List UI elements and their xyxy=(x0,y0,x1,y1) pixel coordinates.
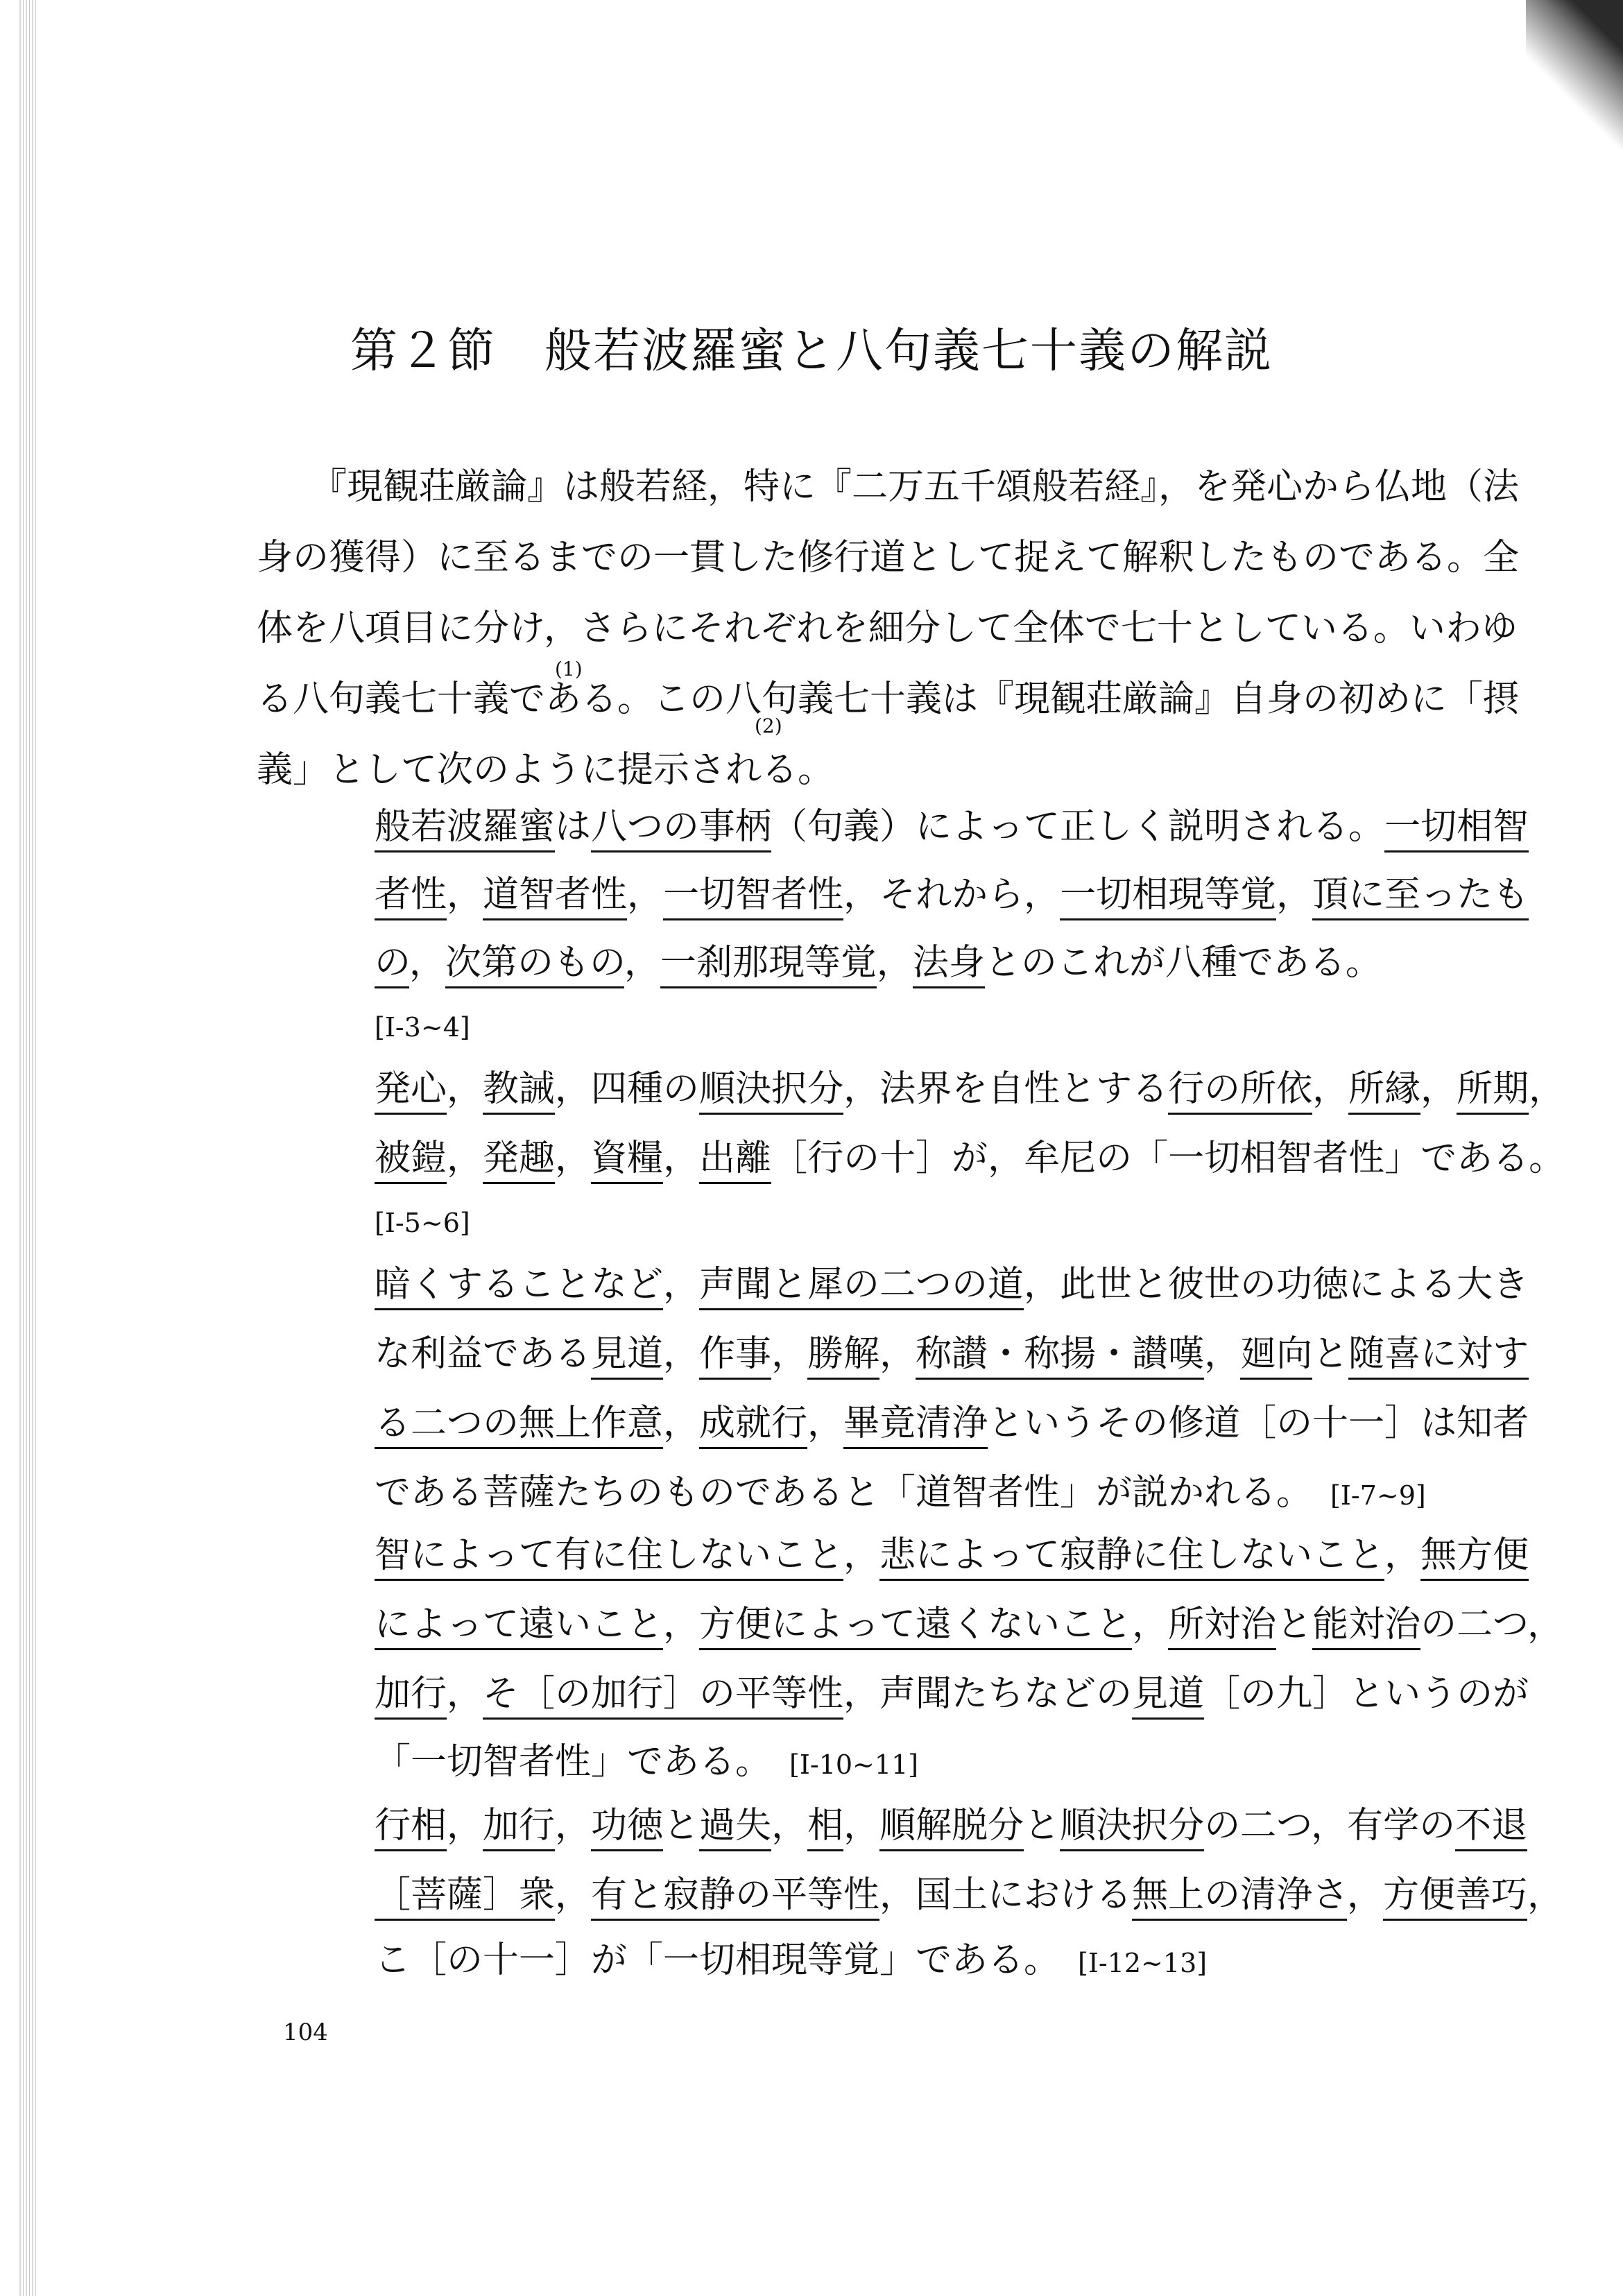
verse5-line-2: ［菩薩］衆，有と寂静の平等性，国土における無上の清浄さ，方便善巧， xyxy=(375,1877,1563,1913)
term: 次第のもの xyxy=(445,942,624,988)
term: 加行 xyxy=(375,1673,447,1720)
term: ［菩薩］衆 xyxy=(375,1874,555,1921)
verse1-reference: [I-3~4] xyxy=(375,1012,470,1043)
verse4-reference: [I-10~11] xyxy=(789,1749,919,1780)
term: 加行 xyxy=(483,1805,555,1851)
verse2-line-2: 被鎧，発趣，資糧，出離［行の十］が，牟尼の「一切相智者性」である。 xyxy=(375,1140,1565,1176)
verse1-line-2: 者性，道智者性，一切智者性，それから，一切相現等覚，頂に至ったも xyxy=(375,877,1529,913)
term: 所期 xyxy=(1457,1068,1529,1115)
term: 所対治 xyxy=(1168,1604,1276,1650)
term: の xyxy=(375,942,409,988)
term: 行の所依 xyxy=(1168,1068,1312,1115)
term: 作事 xyxy=(699,1333,771,1380)
intro-line-4: る八句義七十義である。この八句義七十義は『現観荘厳論』自身の初めに「摂 xyxy=(257,678,1520,720)
term: 者性 xyxy=(375,874,447,920)
term: 順解脱分 xyxy=(879,1805,1024,1851)
term: 八つの事柄 xyxy=(591,806,771,853)
term: 相 xyxy=(807,1805,843,1851)
verse4-line-3: 加行，そ［の加行］の平等性，声聞たちなどの見道［の九］というのが xyxy=(375,1676,1529,1712)
term: 功徳 xyxy=(591,1805,663,1851)
term: 法身 xyxy=(913,942,985,988)
verse5-line-3: こ［の十一］が「一切相現等覚」である。 [I-12~13] xyxy=(375,1939,1208,1981)
term: 無方便 xyxy=(1420,1534,1529,1581)
verse3-reference: [I-7~9] xyxy=(1330,1480,1426,1511)
verse3-line-1: 暗くすることなど，声聞と犀の二つの道，此世と彼世の功徳による大き xyxy=(375,1267,1529,1303)
term: る二つの無上作意 xyxy=(375,1403,663,1449)
verse4-line-1: 智によって有に住しないこと，悲によって寂静に住しないこと，無方便 xyxy=(375,1537,1529,1573)
verse3-line-4: である菩薩たちのものであると「道智者性」が説かれる。 [I-7~9] xyxy=(375,1472,1426,1514)
term: 智によって有に住しないこと xyxy=(375,1534,843,1581)
term: 一切相現等覚 xyxy=(1060,874,1276,920)
verse3-line-3: る二つの無上作意，成就行，畢竟清浄というその修道［の十一］は知者 xyxy=(375,1405,1529,1441)
intro-line-1: 『現観荘厳論』は般若経，特に『二万五千頌般若経』，を発心から仏地（法 xyxy=(311,466,1520,508)
term: 方便によって遠くないこと xyxy=(699,1604,1132,1650)
term: 発趣 xyxy=(483,1138,555,1184)
term: 行相 xyxy=(375,1805,447,1851)
term: 般若波羅蜜 xyxy=(375,806,555,853)
term: 教誡 xyxy=(483,1068,555,1115)
term: 一刹那現等覚 xyxy=(660,942,877,988)
term: によって遠いこと xyxy=(375,1604,663,1650)
term: 道智者性 xyxy=(483,874,627,920)
scan-corner-shadow xyxy=(1526,0,1623,180)
term: 称讃・称揚・讃嘆 xyxy=(916,1333,1204,1380)
term: 一切相智 xyxy=(1384,806,1529,853)
term: 見道 xyxy=(1132,1673,1204,1720)
term: 悲によって寂静に住しないこと xyxy=(879,1534,1384,1581)
verse1-line-3: の，次第のもの，一刹那現等覚，法身とのこれが八種である。 xyxy=(375,945,1382,981)
footnote-marker-2: (2) xyxy=(755,714,782,737)
section-title: 第２節 般若波羅蜜と八句義七十義の解説 xyxy=(350,324,1273,379)
term: 過失 xyxy=(699,1805,771,1851)
intro-line-2: 身の獲得）に至るまでの一貫した修行道として捉えて解釈したものである。全 xyxy=(257,537,1520,579)
term: 所縁 xyxy=(1348,1068,1420,1115)
term: 見道 xyxy=(591,1333,663,1380)
verse5-reference: [I-12~13] xyxy=(1078,1948,1208,1978)
term: 発心 xyxy=(375,1068,447,1115)
term: 不退 xyxy=(1455,1805,1527,1851)
term: 無上の清浄さ xyxy=(1132,1874,1347,1921)
term: 声聞と犀の二つの道 xyxy=(699,1264,1024,1310)
verse1-line-1: 般若波羅蜜は八つの事柄（句義）によって正しく説明される。一切相智 xyxy=(375,809,1529,845)
term: 有と寂静の平等性 xyxy=(591,1874,879,1921)
term: 資糧 xyxy=(591,1138,663,1184)
term: 一切智者性 xyxy=(663,874,843,920)
page-number: 104 xyxy=(283,2019,328,2046)
verse3-line-2: な利益である見道，作事，勝解，称讃・称揚・讃嘆，廻向と随喜に対す xyxy=(375,1336,1529,1372)
term: 方便善巧 xyxy=(1383,1874,1527,1921)
term: 順決択分 xyxy=(1060,1805,1204,1851)
verse5-line-1: 行相，加行，功徳と過失，相，順解脱分と順決択分の二つ，有学の不退 xyxy=(375,1808,1527,1844)
term: 頂に至ったも xyxy=(1312,874,1529,920)
term: 随喜に対す xyxy=(1348,1333,1529,1380)
footnote-marker-1: (1) xyxy=(555,658,583,680)
term: 出離 xyxy=(699,1138,771,1184)
verse4-line-2: によって遠いこと，方便によって遠くないこと，所対治と能対治の二つ， xyxy=(375,1607,1563,1643)
term: 廻向 xyxy=(1240,1333,1312,1380)
term: 順決択分 xyxy=(699,1068,843,1115)
intro-line-5: 義」として次のように提示される。 xyxy=(257,749,834,791)
intro-line-3: 体を八項目に分け，さらにそれぞれを細分して全体で七十としている。いわゆ xyxy=(257,608,1518,649)
term: そ［の加行］の平等性 xyxy=(483,1673,843,1720)
term: 被鎧 xyxy=(375,1138,447,1184)
term: 能対治 xyxy=(1312,1604,1420,1650)
term: 畢竟清浄 xyxy=(843,1403,988,1449)
term: 成就行 xyxy=(699,1403,807,1449)
verse4-line-4: 「一切智者性」である。 [I-10~11] xyxy=(375,1741,919,1783)
term: 暗くすることなど xyxy=(375,1264,663,1310)
verse2-reference: [I-5~6] xyxy=(375,1208,470,1238)
verse2-line-1: 発心，教誡，四種の順決択分，法界を自性とする行の所依，所縁，所期， xyxy=(375,1071,1565,1107)
term: 勝解 xyxy=(807,1333,879,1380)
